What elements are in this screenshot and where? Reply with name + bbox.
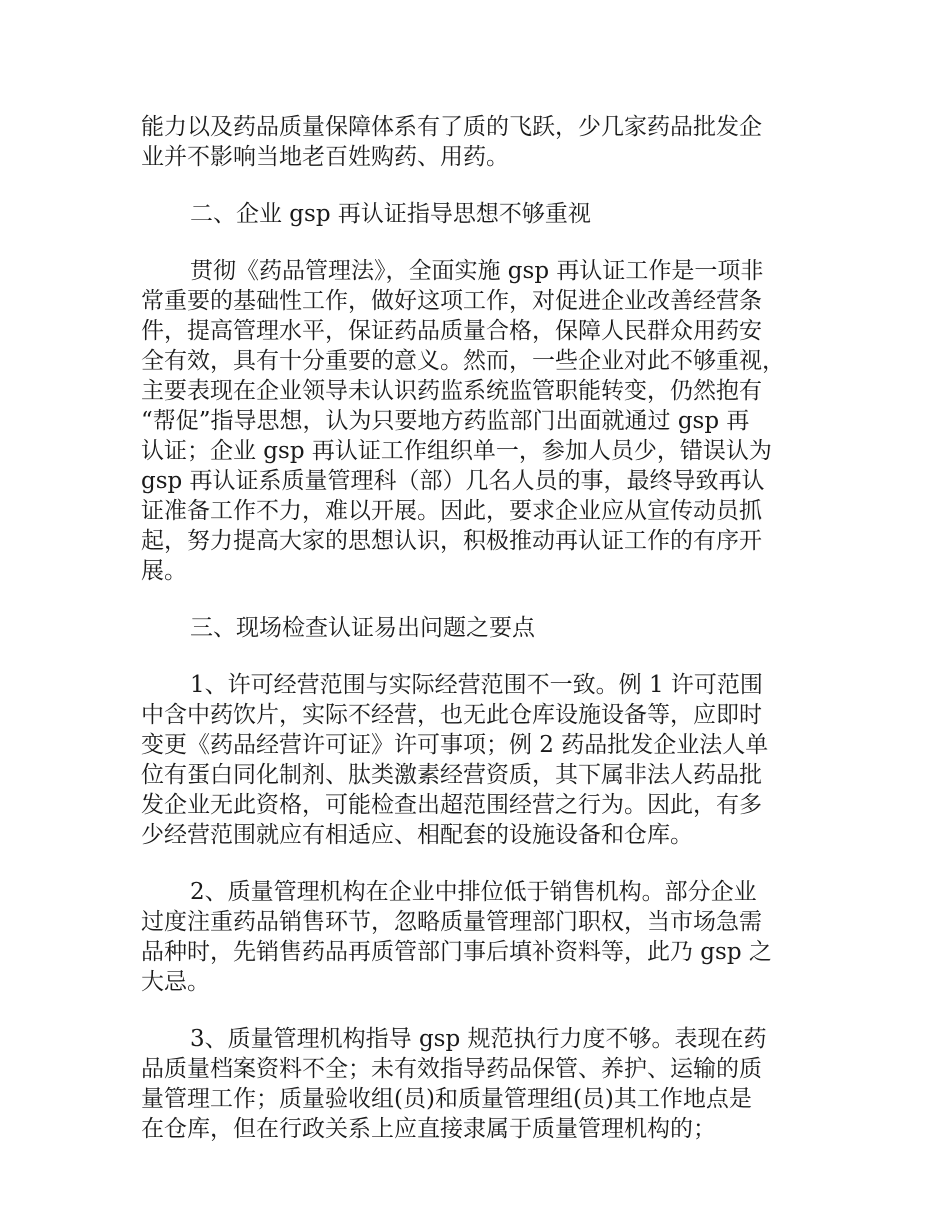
text-line: 品质量档案资料不全；未有效指导药品保管、养护、运输的质 [141, 1056, 762, 1082]
text-line: 变更《药品经营许可证》许可事项；例 2 药品批发企业法人单 [141, 732, 769, 758]
text-line: 证准备工作不力，难以开展。因此，要求企业应从宣传动员抓 [141, 498, 762, 524]
text-line: 中含中药饮片，实际不经营，也无此仓库设施设备等，应即时 [141, 702, 762, 728]
text-line: 大忌。 [141, 969, 210, 995]
text-line: 件，提高管理水平，保证药品质量合格，保障人民群众用药安 [141, 318, 762, 344]
text-line: 品种时，先销售药品再质管部门事后填补资料等，此乃 gsp 之 [141, 939, 772, 965]
text-line: 贯彻《药品管理法》，全面实施 gsp 再认证工作是一项非 [190, 258, 764, 284]
text-line: 能力以及药品质量保障体系有了质的飞跃，少几家药品批发企 [141, 114, 762, 140]
text-line: 量管理工作；质量验收组(员)和质量管理组(员)其工作地点是 [141, 1086, 752, 1112]
text-line: 过度注重药品销售环节，忽略质量管理部门职权，当市场急需 [141, 909, 762, 935]
heading-text: 三、现场检查认证易出问题之要点 [190, 615, 535, 641]
paragraph-item-2 [141, 877, 831, 997]
text-line: 位有蛋白同化制剂、肽类激素经营资质，其下属非法人药品批 [141, 762, 762, 788]
text-line: “帮促”指导思想，认为只要地方药监部门出面就通过 gsp 再 [141, 408, 750, 434]
text-line: 发企业无此资格，可能检查出超范围经营之行为。因此，有多 [141, 792, 762, 818]
text-line: 3、质量管理机构指导 gsp 规范执行力度不够。表现在药 [190, 1026, 767, 1052]
document-body [141, 112, 831, 1171]
text-line: 常重要的基础性工作，做好这项工作，对促进企业改善经营条 [141, 288, 762, 314]
text-line: gsp 再认证系质量管理科（部）几名人员的事，最终导致再认 [141, 468, 765, 494]
text-line: 认证；企业 gsp 再认证工作组织单一，参加人员少，错误认为 [141, 438, 772, 464]
paragraph-item-1 [141, 670, 831, 850]
text-line: 少经营范围就应有相适应、相配套的设施设备和仓库。 [141, 822, 693, 848]
text-line: 全有效，具有十分重要的意义。然而，一些企业对此不够重视， [141, 348, 785, 374]
text-line: 展。 [141, 558, 187, 584]
text-line: 主要表现在企业领导未认识药监系统监管职能转变，仍然抱有 [141, 378, 762, 404]
paragraph-item-3 [141, 1024, 831, 1144]
paragraph-intro [141, 112, 831, 172]
text-line: 业并不影响当地老百姓购药、用药。 [141, 144, 509, 170]
text-line: 2、质量管理机构在企业中排位低于销售机构。部分企业 [190, 879, 757, 905]
heading-text: 二、企业 gsp 再认证指导思想不够重视 [190, 201, 591, 227]
text-line: 在仓库，但在行政关系上应直接隶属于质量管理机构的； [141, 1116, 716, 1142]
section-heading-3 [141, 613, 831, 643]
section-heading-2 [141, 199, 831, 229]
text-line: 1、许可经营范围与实际经营范围不一致。例 1 许可范围 [190, 672, 763, 698]
text-line: 起，努力提高大家的思想认识，积极推动再认证工作的有序开 [141, 528, 762, 554]
paragraph-section-2 [141, 256, 831, 586]
